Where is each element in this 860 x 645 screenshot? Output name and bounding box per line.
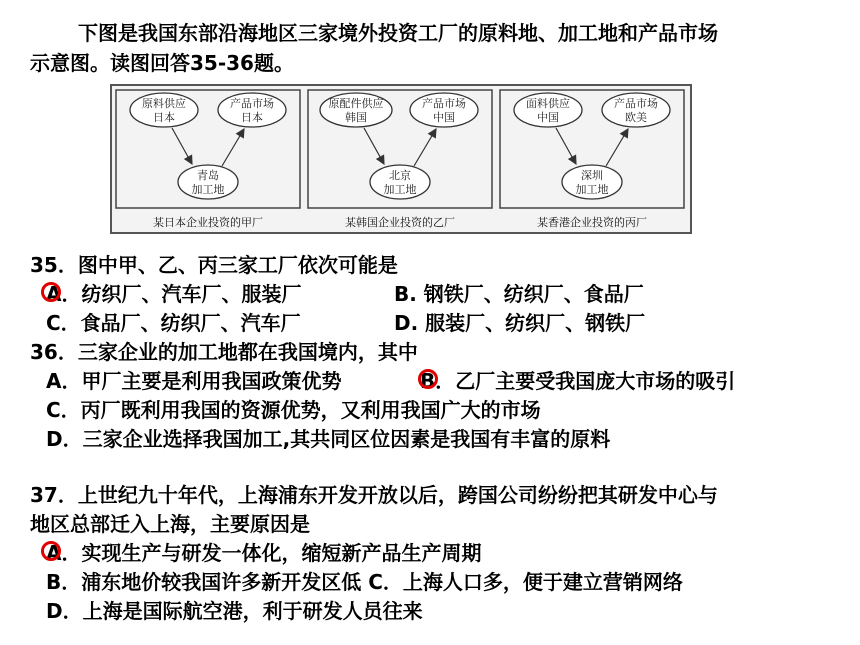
panel-caption: 某韩国企业投资的乙厂 bbox=[345, 216, 455, 229]
plant-city: 深圳 bbox=[581, 169, 603, 182]
panel-caption: 某香港企业投资的丙厂 bbox=[537, 216, 647, 229]
source-country: 日本 bbox=[153, 111, 175, 124]
q35-stem: 35．图中甲、乙、丙三家工厂依次可能是 bbox=[30, 253, 398, 277]
q35-option-d: D. 服装厂、纺织厂、钢铁厂 bbox=[394, 311, 646, 335]
market-country: 日本 bbox=[241, 111, 263, 124]
q36-stem: 36．三家企业的加工地都在我国境内，其中 bbox=[30, 340, 418, 364]
q35-option-c: C．食品厂、纺织厂、汽车厂 bbox=[46, 311, 301, 335]
q36-option-d: D．三家企业选择我国加工,其共同区位因素是我国有丰富的原料 bbox=[46, 427, 611, 451]
source-country: 韩国 bbox=[345, 111, 367, 124]
plant-label: 加工地 bbox=[191, 183, 225, 196]
panel-caption: 某日本企业投资的甲厂 bbox=[153, 216, 263, 229]
q37-option-d: D．上海是国际航空港，利于研发人员往来 bbox=[46, 599, 423, 623]
arrow-plant-to-market bbox=[606, 129, 628, 166]
q35-option-b: B. 钢铁厂、纺织厂、食品厂 bbox=[394, 282, 644, 306]
q37-stem-line-1: 37．上世纪九十年代，上海浦东开发开放以后，跨国公司纷纷把其研发中心与 bbox=[30, 483, 718, 507]
market-label: 产品市场 bbox=[230, 97, 274, 110]
diagram-svg bbox=[112, 86, 690, 232]
q36-option-a: A．甲厂主要是利用我国政策优势 bbox=[46, 369, 342, 393]
market-country: 中国 bbox=[433, 111, 455, 124]
market-label: 产品市场 bbox=[422, 97, 466, 110]
source-label: 原料供应 bbox=[142, 97, 186, 110]
q36-option-b: B．乙厂主要受我国庞大市场的吸引 bbox=[420, 369, 736, 393]
arrow-source-to-plant bbox=[556, 128, 576, 164]
q37-stem-line-2: 地区总部迁入上海，主要原因是 bbox=[30, 512, 310, 536]
q37-option-bc: B．浦东地价较我国许多新开发区低 C．上海人口多，便于建立营销网络 bbox=[46, 570, 683, 594]
q35-option-a: A．纺织厂、汽车厂、服装厂 bbox=[46, 282, 302, 306]
intro-line-2: 示意图。读图回答35-36题。 bbox=[30, 51, 294, 75]
source-label: 原配件供应 bbox=[328, 97, 384, 110]
market-country: 欧美 bbox=[625, 111, 647, 124]
plant-label: 加工地 bbox=[575, 183, 609, 196]
q36-option-c: C．丙厂既利用我国的资源优势，又利用我国广大的市场 bbox=[46, 398, 541, 422]
arrow-source-to-plant bbox=[172, 128, 192, 164]
plant-city: 青岛 bbox=[197, 169, 219, 182]
arrow-plant-to-market bbox=[414, 129, 436, 166]
source-label: 面料供应 bbox=[526, 97, 570, 110]
q37-option-a: A．实现生产与研发一体化，缩短新产品生产周期 bbox=[46, 541, 482, 565]
source-country: 中国 bbox=[537, 111, 559, 124]
answer-mark-q37-a bbox=[41, 541, 61, 561]
answer-mark-q36-b bbox=[418, 369, 438, 389]
plant-label: 加工地 bbox=[383, 183, 417, 196]
market-label: 产品市场 bbox=[614, 97, 658, 110]
intro-line-1: 下图是我国东部沿海地区三家境外投资工厂的原料地、加工地和产品市场 bbox=[78, 21, 718, 45]
answer-mark-q35-a bbox=[41, 282, 61, 302]
arrow-source-to-plant bbox=[364, 128, 384, 164]
arrow-plant-to-market bbox=[222, 129, 244, 166]
plant-city: 北京 bbox=[389, 169, 411, 182]
factory-diagram bbox=[110, 84, 692, 234]
